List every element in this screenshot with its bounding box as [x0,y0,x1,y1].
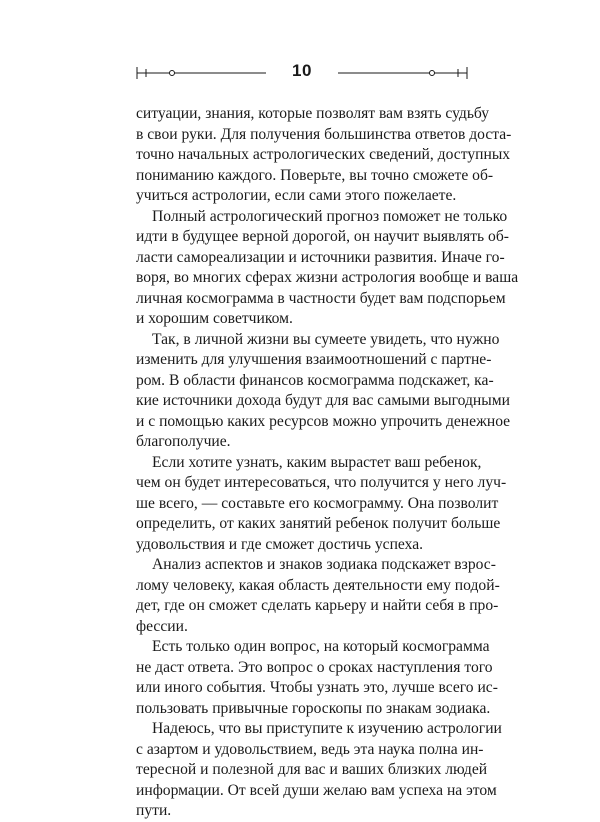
text-line: идти в будущее верной дорогой, он научит выявлять об- [136,228,509,245]
text-line: ситуации, знания, которые позволят вам взять судьбу [136,105,490,122]
paragraph [136,330,511,453]
text-line: учиться астрологии, если сами этого пожелаете. [136,187,457,204]
paragraph [136,719,502,822]
page-number: 10 [136,61,468,81]
text-line: информации. От всей души желаю вам успеха на этом [136,781,497,799]
text-line: не даст ответа. Это вопрос о сроках наступления того [136,658,493,676]
text-line: Анализ аспектов и знаков зодиака подскажет взрос- [152,556,496,573]
text-line: кие источники дохода будут для вас самыми выгодными [136,392,510,409]
body-text [136,104,519,822]
text-line: точно начальных астрологических сведений, доступных [136,146,511,163]
text-line: Надеюсь, что вы приступите к изучению астрологии [152,720,502,737]
text-line: или иного события. Чтобы узнать это, лучше всего ис- [136,679,498,696]
paragraph [136,207,519,330]
text-line: Полный астрологический прогноз поможет не только [152,207,508,225]
paragraph [136,555,500,637]
text-line: пониманию каждого. Поверьте, вы точно сможете об- [136,166,494,184]
text-line: и с помощью каких ресурсов можно упрочить денежное [136,412,511,430]
text-line: изменить для улучшения взаимоотношений с партне- [136,351,492,368]
text-line: Есть только один вопрос, на который космограмма [152,638,490,655]
text-line: определить, от каких занятий ребенок получит больше [136,515,501,532]
page-header [136,60,468,86]
paragraph [136,453,507,556]
text-line: ром. В области финансов космограмма подскажет, ка- [136,371,494,389]
text-line: пути. [136,802,172,819]
text-line: Если хотите узнать, каким вырастет ваш ребенок, [152,453,482,471]
text-line: дет, где он сможет сделать карьеру и найти себя в про- [136,597,499,614]
paragraph [136,104,512,207]
text-line: ласти самореализации и источники развития. Иначе го- [136,248,505,266]
text-line: фессии. [136,617,188,635]
text-line: воря, во многих сферах жизни астрология вообще и ваша [136,269,519,286]
text-line: тересной и полезной для вас и ваших близких людей [136,761,488,778]
text-line: чем он будет интересоваться, что получится у него луч- [136,474,507,491]
text-line: ше всего, — составьте его космограмму. Она позволит [136,494,499,512]
text-line: лому человеку, какая область деятельности ему подой- [136,576,500,594]
text-line: Так, в личной жизни вы сумеете увидеть, что нужно [152,330,500,348]
text-line: удовольствия и где сможет достичь успеха. [136,535,424,553]
text-line: благополучие. [136,433,231,450]
text-line: личная космограмма в частности будет вам подспорьем [136,289,506,307]
paragraph [136,637,498,719]
text-line: в свои руки. Для получения большинства ответов доста- [136,125,512,143]
text-line: с азартом и удовольствием, ведь эта наука полна ин- [136,740,484,758]
text-line: и хорошим советчиком. [136,310,293,327]
text-line: пользовать привычные гороскопы по знакам зодиака. [136,699,491,717]
